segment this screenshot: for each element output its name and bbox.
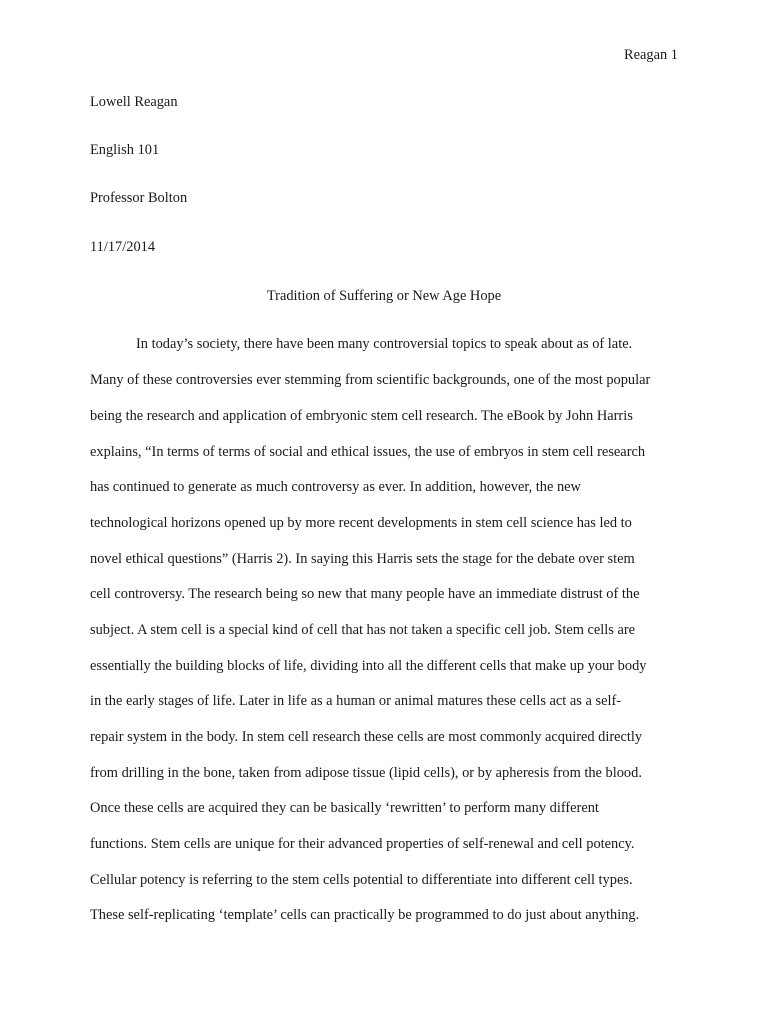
body-line: from drilling in the bone, taken from adipose tissue (lipid cells), or by apheresis from the blood. xyxy=(90,765,642,781)
body-line: cell controversy. The research being so new that many people have an immediate distrust of the xyxy=(90,586,640,602)
body-line: These self-replicating ‘template’ cells can practically be programmed to do just about anything. xyxy=(90,907,640,923)
body-line: In today’s society, there have been many controversial topics to speak about as of late. xyxy=(136,336,633,352)
date: 11/17/2014 xyxy=(90,239,156,255)
body-line: Cellular potency is referring to the stem cells potential to differentiate into different cell types. xyxy=(90,872,633,888)
body-line: Once these cells are acquired they can be basically ‘rewritten’ to perform many different xyxy=(90,800,599,816)
body-line: in the early stages of life. Later in life as a human or animal matures these cells act as a self- xyxy=(90,693,622,709)
running-head: Reagan 1 xyxy=(624,47,678,63)
body-line: has continued to generate as much controversy as ever. In addition, however, the new xyxy=(90,479,581,495)
body-line: functions. Stem cells are unique for their advanced properties of self-renewal and cell potency. xyxy=(90,836,635,852)
essay-title: Tradition of Suffering or New Age Hope xyxy=(266,288,502,304)
body-line: repair system in the body. In stem cell research these cells are most commonly acquired directly xyxy=(90,729,643,745)
author-name: Lowell Reagan xyxy=(90,94,178,110)
body-line: Many of these controversies ever stemming from scientific backgrounds, one of the most popular xyxy=(90,372,651,388)
professor-name: Professor Bolton xyxy=(90,190,188,206)
body-line: being the research and application of embryonic stem cell research. The eBook by John Harris xyxy=(90,408,633,424)
body-line: subject. A stem cell is a special kind of cell that has not taken a specific cell job. Stem cells are xyxy=(90,622,636,638)
body-line: essentially the building blocks of life, dividing into all the different cells that make up your body xyxy=(90,658,647,674)
body-line: technological horizons opened up by more recent developments in stem cell science has led to xyxy=(90,515,632,531)
body-line: novel ethical questions” (Harris 2). In saying this Harris sets the stage for the debate over stem xyxy=(90,551,635,567)
course-name: English 101 xyxy=(90,142,160,158)
body-line: explains, “In terms of terms of social and ethical issues, the use of embryos in stem cell research xyxy=(90,444,646,460)
